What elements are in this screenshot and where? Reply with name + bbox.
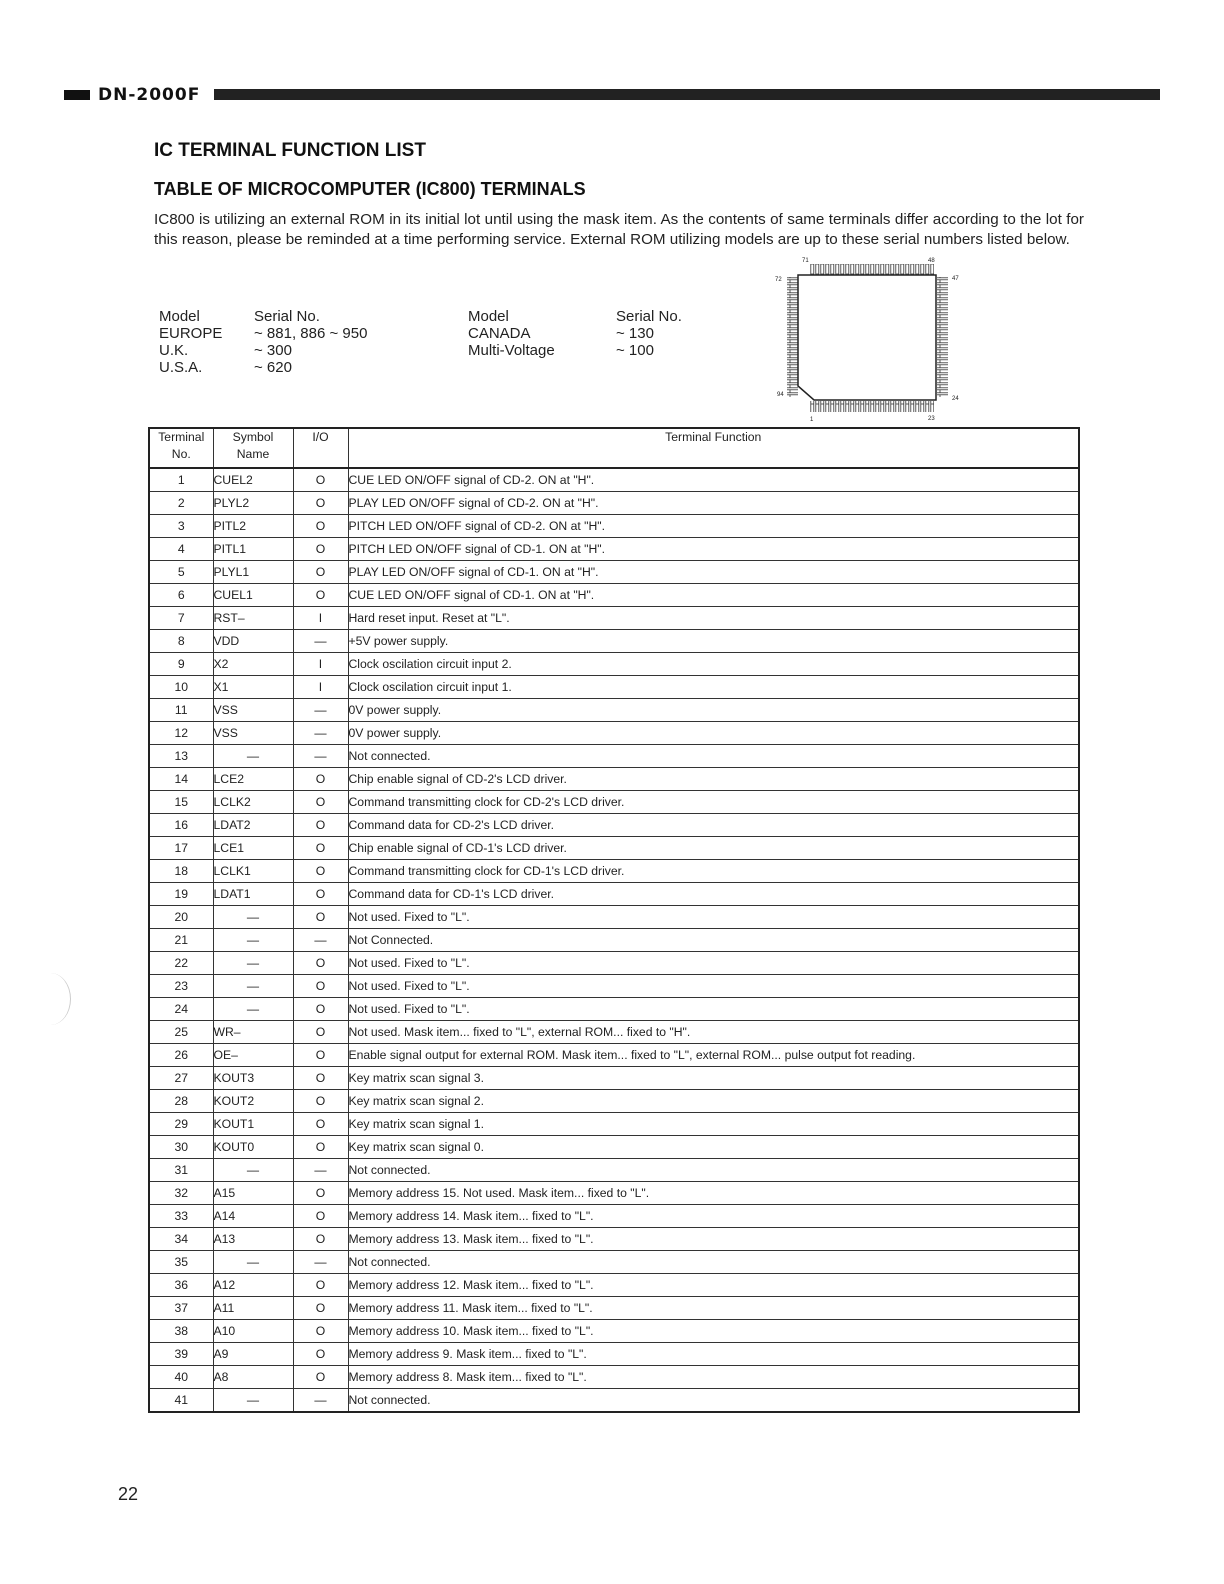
io-type: O bbox=[293, 1136, 348, 1159]
terminal-no: 1 bbox=[149, 468, 213, 492]
terminal-function: Key matrix scan signal 3. bbox=[348, 1067, 1079, 1090]
io-type: O bbox=[293, 768, 348, 791]
io-type: O bbox=[293, 1320, 348, 1343]
symbol-name: VSS bbox=[213, 699, 293, 722]
chip-pin-label: 48 bbox=[928, 258, 935, 264]
model-name: DN-2000F bbox=[98, 85, 201, 105]
table-row bbox=[149, 975, 1079, 998]
terminal-function: Command data for CD-2's LCD driver. bbox=[348, 814, 1079, 837]
table-row bbox=[149, 1021, 1079, 1044]
io-type: O bbox=[293, 492, 348, 515]
chip-pin-label: 71 bbox=[802, 258, 809, 264]
symbol-name: VSS bbox=[213, 722, 293, 745]
terminal-no: 26 bbox=[149, 1044, 213, 1067]
io-type: O bbox=[293, 1113, 348, 1136]
serials-right-model: Multi-Voltage bbox=[468, 342, 555, 359]
terminal-no: 7 bbox=[149, 607, 213, 630]
table-row bbox=[149, 745, 1079, 768]
terminal-function: Not used. Fixed to "L". bbox=[348, 952, 1079, 975]
terminal-no: 41 bbox=[149, 1389, 213, 1413]
symbol-name: CUEL1 bbox=[213, 584, 293, 607]
terminal-function: Not connected. bbox=[348, 1251, 1079, 1274]
io-type: O bbox=[293, 1297, 348, 1320]
table-row bbox=[149, 1320, 1079, 1343]
table-row bbox=[149, 929, 1079, 952]
col-header-terminal: Terminal No. bbox=[149, 428, 213, 468]
table-row bbox=[149, 1297, 1079, 1320]
io-type: O bbox=[293, 1343, 348, 1366]
symbol-name: A12 bbox=[213, 1274, 293, 1297]
chip-pin-label: 72 bbox=[775, 277, 782, 283]
terminal-no: 17 bbox=[149, 837, 213, 860]
table-row bbox=[149, 1159, 1079, 1182]
col-header-function: Terminal Function bbox=[348, 428, 1079, 468]
symbol-name: — bbox=[213, 975, 293, 998]
io-type: O bbox=[293, 1067, 348, 1090]
terminal-function: Not connected. bbox=[348, 1159, 1079, 1182]
terminal-function: Memory address 12. Mask item... fixed to "L". bbox=[348, 1274, 1079, 1297]
symbol-name: A9 bbox=[213, 1343, 293, 1366]
table-row bbox=[149, 814, 1079, 837]
symbol-name: X1 bbox=[213, 676, 293, 699]
serials-left-serial: ~ 300 bbox=[254, 342, 292, 359]
terminal-function: 0V power supply. bbox=[348, 722, 1079, 745]
serials-left-serial: ~ 881, 886 ~ 950 bbox=[254, 325, 368, 342]
table-header-row bbox=[149, 428, 1079, 468]
table-row bbox=[149, 883, 1079, 906]
page-header-bar bbox=[64, 86, 1160, 104]
table-row bbox=[149, 1090, 1079, 1113]
chip-pin-label: 23 bbox=[928, 416, 935, 422]
table-row bbox=[149, 722, 1079, 745]
terminal-no: 5 bbox=[149, 561, 213, 584]
terminal-function: Not used. Fixed to "L". bbox=[348, 975, 1079, 998]
symbol-name: X2 bbox=[213, 653, 293, 676]
terminal-no: 27 bbox=[149, 1067, 213, 1090]
terminal-function: Not connected. bbox=[348, 745, 1079, 768]
terminal-no: 25 bbox=[149, 1021, 213, 1044]
terminal-no: 35 bbox=[149, 1251, 213, 1274]
symbol-name: KOUT2 bbox=[213, 1090, 293, 1113]
terminal-no: 13 bbox=[149, 745, 213, 768]
terminal-function: PLAY LED ON/OFF signal of CD-1. ON at "H". bbox=[348, 561, 1079, 584]
symbol-name: PLYL2 bbox=[213, 492, 293, 515]
terminal-function: Not connected. bbox=[348, 1389, 1079, 1413]
terminal-no: 24 bbox=[149, 998, 213, 1021]
terminal-function: PITCH LED ON/OFF signal of CD-1. ON at "H". bbox=[348, 538, 1079, 561]
io-type: O bbox=[293, 1366, 348, 1389]
io-type: I bbox=[293, 653, 348, 676]
terminal-function: Key matrix scan signal 1. bbox=[348, 1113, 1079, 1136]
terminal-no: 36 bbox=[149, 1274, 213, 1297]
symbol-name: LCLK2 bbox=[213, 791, 293, 814]
terminal-no: 18 bbox=[149, 860, 213, 883]
io-type: O bbox=[293, 561, 348, 584]
io-type: — bbox=[293, 722, 348, 745]
io-type: O bbox=[293, 1021, 348, 1044]
terminal-function: Memory address 10. Mask item... fixed to "L". bbox=[348, 1320, 1079, 1343]
terminal-function: Enable signal output for external ROM. Mask item... fixed to "L", external ROM... pulse output fot reading. bbox=[348, 1044, 1079, 1067]
terminal-no: 10 bbox=[149, 676, 213, 699]
chip-pin-label: 24 bbox=[952, 396, 959, 402]
chip-pins-bottom bbox=[810, 401, 934, 412]
io-type: I bbox=[293, 676, 348, 699]
symbol-name: PITL1 bbox=[213, 538, 293, 561]
terminal-no: 22 bbox=[149, 952, 213, 975]
table-row bbox=[149, 1044, 1079, 1067]
serials-left-heading-model: Model bbox=[159, 308, 200, 325]
terminal-no: 23 bbox=[149, 975, 213, 998]
terminal-no: 33 bbox=[149, 1205, 213, 1228]
terminal-function: PLAY LED ON/OFF signal of CD-2. ON at "H". bbox=[348, 492, 1079, 515]
table-row bbox=[149, 699, 1079, 722]
symbol-name: LCE2 bbox=[213, 768, 293, 791]
terminal-function: Clock oscilation circuit input 2. bbox=[348, 653, 1079, 676]
symbol-name: KOUT3 bbox=[213, 1067, 293, 1090]
symbol-name: A15 bbox=[213, 1182, 293, 1205]
io-type: — bbox=[293, 699, 348, 722]
terminal-function: Not Connected. bbox=[348, 929, 1079, 952]
io-type: — bbox=[293, 745, 348, 768]
serials-left-serial: ~ 620 bbox=[254, 359, 292, 376]
table-row bbox=[149, 676, 1079, 699]
terminal-function: Not used. Mask item... fixed to "L", external ROM... fixed to "H". bbox=[348, 1021, 1079, 1044]
chip-body bbox=[798, 275, 936, 400]
col-header-io: I/O bbox=[293, 428, 348, 468]
serials-right-serial: ~ 100 bbox=[616, 342, 654, 359]
table-row bbox=[149, 1205, 1079, 1228]
serials-right-heading-model: Model bbox=[468, 308, 509, 325]
terminal-function: Key matrix scan signal 2. bbox=[348, 1090, 1079, 1113]
terminal-function: +5V power supply. bbox=[348, 630, 1079, 653]
table-row bbox=[149, 468, 1079, 492]
symbol-name: A10 bbox=[213, 1320, 293, 1343]
terminal-table bbox=[148, 427, 1080, 1413]
terminal-no: 20 bbox=[149, 906, 213, 929]
symbol-name: RST– bbox=[213, 607, 293, 630]
terminal-no: 14 bbox=[149, 768, 213, 791]
col-header-symbol: Symbol Name bbox=[213, 428, 293, 468]
table-row bbox=[149, 561, 1079, 584]
symbol-name: LCLK1 bbox=[213, 860, 293, 883]
table-row bbox=[149, 1228, 1079, 1251]
terminal-function: 0V power supply. bbox=[348, 699, 1079, 722]
chip-pin-label: 1 bbox=[810, 417, 814, 423]
symbol-name: A8 bbox=[213, 1366, 293, 1389]
terminal-no: 2 bbox=[149, 492, 213, 515]
page-binding-mark bbox=[30, 973, 71, 1025]
symbol-name: — bbox=[213, 998, 293, 1021]
io-type: I bbox=[293, 607, 348, 630]
terminal-function: Memory address 15. Not used. Mask item... fixed to "L". bbox=[348, 1182, 1079, 1205]
table-row bbox=[149, 607, 1079, 630]
io-type: O bbox=[293, 1044, 348, 1067]
table-row bbox=[149, 538, 1079, 561]
io-type: — bbox=[293, 1389, 348, 1413]
table-row bbox=[149, 768, 1079, 791]
terminal-function: Command data for CD-1's LCD driver. bbox=[348, 883, 1079, 906]
table-row bbox=[149, 653, 1079, 676]
terminal-no: 12 bbox=[149, 722, 213, 745]
table-row bbox=[149, 515, 1079, 538]
table-row bbox=[149, 860, 1079, 883]
symbol-name: LDAT2 bbox=[213, 814, 293, 837]
chip-pins-left bbox=[787, 277, 798, 397]
table-row bbox=[149, 1136, 1079, 1159]
terminal-function: Chip enable signal of CD-1's LCD driver. bbox=[348, 837, 1079, 860]
io-type: O bbox=[293, 814, 348, 837]
terminal-no: 34 bbox=[149, 1228, 213, 1251]
io-type: O bbox=[293, 1228, 348, 1251]
terminal-no: 8 bbox=[149, 630, 213, 653]
table-row bbox=[149, 1366, 1079, 1389]
io-type: O bbox=[293, 515, 348, 538]
terminal-function: Memory address 9. Mask item... fixed to "L". bbox=[348, 1343, 1079, 1366]
symbol-name: LCE1 bbox=[213, 837, 293, 860]
serials-right-serial: ~ 130 bbox=[616, 325, 654, 342]
io-type: O bbox=[293, 837, 348, 860]
terminal-function: PITCH LED ON/OFF signal of CD-2. ON at "H". bbox=[348, 515, 1079, 538]
symbol-name: A14 bbox=[213, 1205, 293, 1228]
terminal-function: Command transmitting clock for CD-1's LCD driver. bbox=[348, 860, 1079, 883]
table-row bbox=[149, 1182, 1079, 1205]
table-row bbox=[149, 791, 1079, 814]
symbol-name: — bbox=[213, 1159, 293, 1182]
serials-left-model: U.K. bbox=[159, 342, 189, 359]
serials-right-model: CANADA bbox=[468, 325, 531, 342]
terminal-no: 30 bbox=[149, 1136, 213, 1159]
chip-pin-label: 94 bbox=[777, 392, 784, 398]
terminal-no: 38 bbox=[149, 1320, 213, 1343]
symbol-name: — bbox=[213, 906, 293, 929]
table-row bbox=[149, 492, 1079, 515]
terminal-no: 16 bbox=[149, 814, 213, 837]
symbol-name: PITL2 bbox=[213, 515, 293, 538]
terminal-no: 40 bbox=[149, 1366, 213, 1389]
terminal-no: 6 bbox=[149, 584, 213, 607]
serials-left-heading-serial: Serial No. bbox=[254, 308, 320, 325]
table-row bbox=[149, 998, 1079, 1021]
table-row bbox=[149, 906, 1079, 929]
terminal-no: 37 bbox=[149, 1297, 213, 1320]
io-type: O bbox=[293, 791, 348, 814]
page-title: IC TERMINAL FUNCTION LIST bbox=[154, 140, 426, 161]
io-type: O bbox=[293, 906, 348, 929]
table-row bbox=[149, 1343, 1079, 1366]
symbol-name: A13 bbox=[213, 1228, 293, 1251]
section-title: TABLE OF MICROCOMPUTER (IC800) TERMINALS bbox=[154, 179, 586, 199]
terminal-function: Memory address 14. Mask item... fixed to "L". bbox=[348, 1205, 1079, 1228]
symbol-name: — bbox=[213, 745, 293, 768]
chip-pins-top bbox=[810, 264, 934, 275]
symbol-name: PLYL1 bbox=[213, 561, 293, 584]
io-type: O bbox=[293, 975, 348, 998]
terminal-function: Memory address 8. Mask item... fixed to "L". bbox=[348, 1366, 1079, 1389]
terminal-function: Not used. Fixed to "L". bbox=[348, 906, 1079, 929]
table-row bbox=[149, 837, 1079, 860]
io-type: O bbox=[293, 860, 348, 883]
io-type: O bbox=[293, 998, 348, 1021]
serials-right-heading-serial: Serial No. bbox=[616, 308, 682, 325]
symbol-name: — bbox=[213, 929, 293, 952]
symbol-name: KOUT1 bbox=[213, 1113, 293, 1136]
symbol-name: VDD bbox=[213, 630, 293, 653]
symbol-name: OE– bbox=[213, 1044, 293, 1067]
io-type: O bbox=[293, 468, 348, 492]
symbol-name: WR– bbox=[213, 1021, 293, 1044]
terminal-function: CUE LED ON/OFF signal of CD-1. ON at "H". bbox=[348, 584, 1079, 607]
terminal-function: Clock oscilation circuit input 1. bbox=[348, 676, 1079, 699]
header-rule bbox=[214, 89, 1160, 100]
table-row bbox=[149, 584, 1079, 607]
intro-paragraph: IC800 is utilizing an external ROM in its initial lot until using the mask item. As the contents of same terminals differ according to the lot for this reason, please be reminded at a time performing service. External ROM utilizing models are up to these serial numbers listed below. bbox=[154, 211, 1084, 248]
table-row bbox=[149, 1274, 1079, 1297]
io-type: O bbox=[293, 584, 348, 607]
table-row bbox=[149, 1389, 1079, 1413]
table-row bbox=[149, 1113, 1079, 1136]
symbol-name: KOUT0 bbox=[213, 1136, 293, 1159]
terminal-function: Chip enable signal of CD-2's LCD driver. bbox=[348, 768, 1079, 791]
io-type: O bbox=[293, 1182, 348, 1205]
terminal-no: 21 bbox=[149, 929, 213, 952]
io-type: — bbox=[293, 630, 348, 653]
io-type: — bbox=[293, 929, 348, 952]
table-row bbox=[149, 630, 1079, 653]
chip-pin-label: 47 bbox=[952, 276, 959, 282]
io-type: O bbox=[293, 1205, 348, 1228]
terminal-function: Memory address 11. Mask item... fixed to "L". bbox=[348, 1297, 1079, 1320]
symbol-name: CUEL2 bbox=[213, 468, 293, 492]
symbol-name: LDAT1 bbox=[213, 883, 293, 906]
symbol-name: — bbox=[213, 1389, 293, 1413]
terminal-no: 4 bbox=[149, 538, 213, 561]
io-type: — bbox=[293, 1251, 348, 1274]
table-row bbox=[149, 1251, 1079, 1274]
table-row bbox=[149, 1067, 1079, 1090]
terminal-function: Command transmitting clock for CD-2's LCD driver. bbox=[348, 791, 1079, 814]
table-row bbox=[149, 952, 1079, 975]
terminal-no: 32 bbox=[149, 1182, 213, 1205]
page-number: 22 bbox=[118, 1484, 139, 1504]
terminal-function: Key matrix scan signal 0. bbox=[348, 1136, 1079, 1159]
terminal-no: 3 bbox=[149, 515, 213, 538]
terminal-no: 29 bbox=[149, 1113, 213, 1136]
terminal-no: 11 bbox=[149, 699, 213, 722]
ic-package-diagram bbox=[770, 254, 966, 424]
terminal-table-body bbox=[149, 468, 1079, 1412]
terminal-function: Hard reset input. Reset at "L". bbox=[348, 607, 1079, 630]
terminal-function: CUE LED ON/OFF signal of CD-2. ON at "H". bbox=[348, 468, 1079, 492]
terminal-no: 28 bbox=[149, 1090, 213, 1113]
terminal-no: 15 bbox=[149, 791, 213, 814]
serials-left-model: U.S.A. bbox=[159, 359, 203, 376]
io-type: O bbox=[293, 1090, 348, 1113]
terminal-no: 39 bbox=[149, 1343, 213, 1366]
terminal-function: Memory address 13. Mask item... fixed to "L". bbox=[348, 1228, 1079, 1251]
symbol-name: — bbox=[213, 1251, 293, 1274]
terminal-no: 9 bbox=[149, 653, 213, 676]
io-type: O bbox=[293, 883, 348, 906]
serials-left-model: EUROPE bbox=[159, 325, 223, 342]
io-type: O bbox=[293, 538, 348, 561]
symbol-name: — bbox=[213, 952, 293, 975]
header-left-block bbox=[64, 90, 90, 100]
symbol-name: A11 bbox=[213, 1297, 293, 1320]
io-type: — bbox=[293, 1159, 348, 1182]
terminal-no: 31 bbox=[149, 1159, 213, 1182]
io-type: O bbox=[293, 952, 348, 975]
terminal-no: 19 bbox=[149, 883, 213, 906]
io-type: O bbox=[293, 1274, 348, 1297]
terminal-function: Not used. Fixed to "L". bbox=[348, 998, 1079, 1021]
chip-pins-right bbox=[937, 277, 948, 397]
